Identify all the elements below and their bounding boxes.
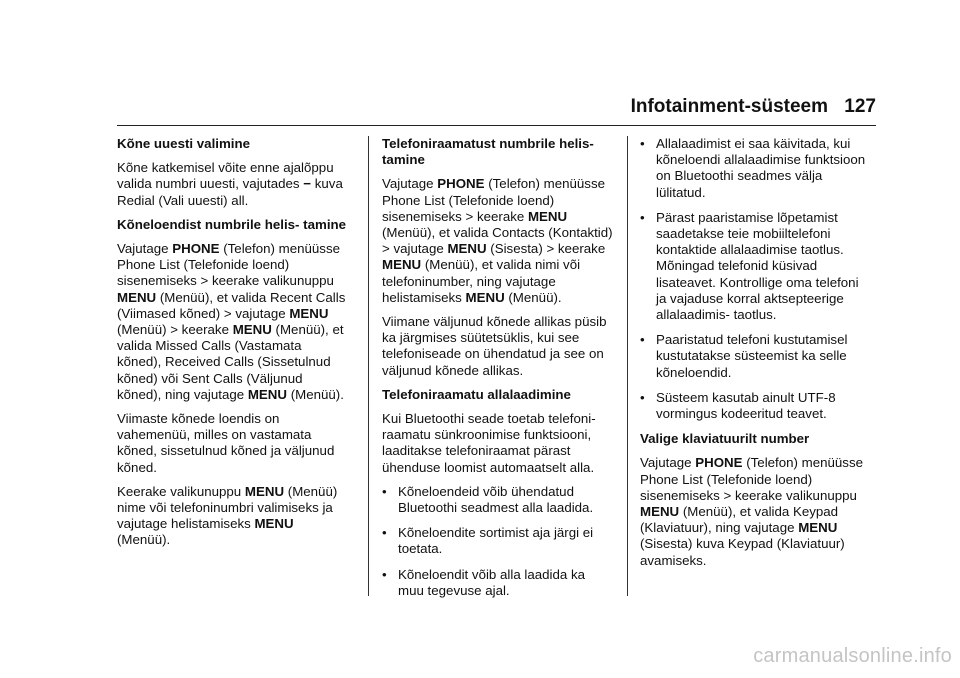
section-heading-call-list: Kõneloendist numbrile helis- tamine: [117, 216, 347, 232]
text: (Menüü).: [508, 289, 562, 305]
menu-keyword: MENU: [382, 257, 422, 273]
text: (Telefon) menüüsse Phone List (Telefonide loend) sisenemiseks > keerake: [382, 176, 605, 224]
text: (Menüü) > keerake: [117, 322, 229, 338]
text: (Menüü).: [290, 386, 344, 402]
paragraph-submenu: Viimaste kõnede loendis on vahemenüü, milles on vastamata kõned, sissetulnud kõned ja väljunud kõned.: [117, 411, 335, 475]
header-rule: [117, 125, 876, 126]
text: (Telefon) menüüsse Phone List (Telefonide loend) sisenemiseks > keerake valikunuppu: [640, 455, 863, 503]
list-item: [640, 210, 872, 323]
text: Allalaadimist ei saa käivitada, kui kõneloendi allalaadimise funktsioon on Bluetoothi seadmes välja lülitatud.: [656, 136, 866, 200]
text: Keerake valikunuppu: [117, 483, 242, 499]
menu-keyword: MENU: [232, 322, 272, 338]
text: Vajutage: [640, 455, 692, 471]
menu-keyword: MENU: [247, 386, 288, 402]
paragraph-last-source: Viimane väljunud kõnede allikas püsib ka järgmises süütetsüklis, kui see telefoniseade on ühendatud ja see on väljunud kõnede allikas.: [382, 314, 607, 378]
text: (Menüü), et valida Recent Calls (Viimased kõned) > vajutage: [117, 289, 346, 321]
section-heading-phonebook-call: Telefoniraamatust numbrile helis- tamine: [382, 136, 594, 168]
text: (Menüü), et valida Keypad (Klaviatuur), ning vajutage: [640, 504, 839, 536]
menu-keyword: MENU: [527, 208, 568, 224]
text: Paaristatud telefoni kustutamisel kustutatakse süsteemist ka selle kõneloendid.: [656, 332, 848, 380]
bullet-icon: •: [640, 389, 645, 405]
column-2: [382, 136, 614, 608]
text: Kõne katkemisel võite enne ajalõppu valida numbri uuesti, vajutades: [117, 160, 334, 192]
bullet-icon: •: [382, 566, 387, 582]
paragraph-redial: [117, 160, 349, 209]
paragraph-keypad: [640, 455, 872, 568]
menu-keyword: MENU: [289, 305, 329, 321]
menu-keyword: MENU: [244, 483, 285, 499]
paragraph-phonebook-call: [382, 176, 614, 306]
text: Pärast paaristamise lõpetamist saadetakse teie mobiiltelefoni kontaktide allalaadimise taotlus. Mõningad telefonid küsivad lisateavet. Kontrollige oma telefoni ja vajaduse korral aktsepteerige allalaadimis- taotlus.: [656, 209, 859, 323]
phone-keyword: PHONE: [172, 241, 220, 257]
text: (Menüü), et valida Missed Calls (Vastamata kõned), Received Calls (Sissetulnud kõned) või Sent Calls (Väljunud kõned), ning vajutage: [117, 322, 344, 402]
text: Kõneloendeid võib ühendatud Bluetoothi seadmest alla laadida.: [398, 483, 594, 516]
menu-keyword: MENU: [447, 241, 487, 257]
page-header-title: Infotainment-süsteem: [630, 96, 828, 117]
text: kuva Redial (Vali uuesti) all.: [117, 176, 343, 208]
section-heading-phonebook-download: Telefoniraamatu allalaadimine: [382, 386, 571, 402]
section-heading-keypad: Valige klaviatuurilt number: [640, 431, 810, 447]
list-item: [382, 525, 614, 557]
column-1: [117, 136, 349, 557]
watermark: carmanualsonline.info: [753, 645, 952, 667]
paragraph-call-list: [117, 241, 349, 403]
text: Kõneloendit võib alla laadida ka muu tegevuse ajal.: [398, 566, 586, 598]
column-3: [640, 136, 872, 577]
text: (Sisesta) > keerake: [490, 241, 606, 257]
phone-keyword: PHONE: [695, 455, 743, 471]
list-item: [640, 136, 872, 201]
column-divider-2: [627, 136, 628, 596]
list-item: [640, 332, 872, 381]
text: (Menüü), et valida Contacts (Kontaktid) > vajutage: [382, 225, 613, 257]
text: (Telefon) menüüsse Phone List (Telefonide loend) sisenemiseks > keerake valikunuppu: [117, 241, 340, 289]
list-item: [382, 484, 614, 516]
text: (Sisesta) kuva Keypad (Klaviatuur) avamiseks.: [640, 536, 845, 568]
text: (Menüü) nime või telefoninumbri valimiseks ja vajutage helistamiseks: [117, 483, 338, 532]
phone-keyword: PHONE: [437, 176, 485, 192]
text: Süsteem kasutab ainult UTF-8 vormingus kodeeritud teavet.: [656, 389, 836, 422]
bullet-icon: •: [640, 136, 645, 151]
text: (Menüü), et valida nimi või telefoninumber, ning vajutage helistamiseks: [382, 257, 581, 305]
menu-keyword: MENU: [640, 504, 680, 520]
menu-keyword: MENU: [117, 289, 157, 305]
bullet-icon: •: [640, 332, 645, 348]
minus-icon: −: [303, 176, 312, 192]
text: Vajutage: [117, 241, 169, 257]
menu-keyword: MENU: [465, 289, 505, 305]
text: Kõneloendite sortimist aja järgi ei toetata.: [398, 525, 594, 557]
page-number: 127: [844, 96, 876, 117]
list-item: [382, 567, 614, 599]
bullet-icon: •: [640, 209, 645, 225]
bullet-icon: •: [382, 525, 387, 541]
section-heading-redial: Kõne uuesti valimine: [117, 136, 251, 151]
menu-keyword: MENU: [254, 516, 294, 532]
list-item: [640, 390, 872, 422]
paragraph-phonebook-sync: Kui Bluetoothi seade toetab telefoni- raamatu sünkroonimise funktsiooni, laaditakse telefoniraamat pärast ühenduse loomist automaatselt alla.: [382, 411, 596, 475]
paragraph-select-number: [117, 484, 349, 549]
column-divider-1: [368, 136, 369, 596]
text: Vajutage: [382, 176, 434, 192]
menu-keyword: MENU: [798, 520, 838, 536]
text: (Menüü).: [117, 532, 171, 548]
bullet-icon: •: [382, 483, 387, 499]
